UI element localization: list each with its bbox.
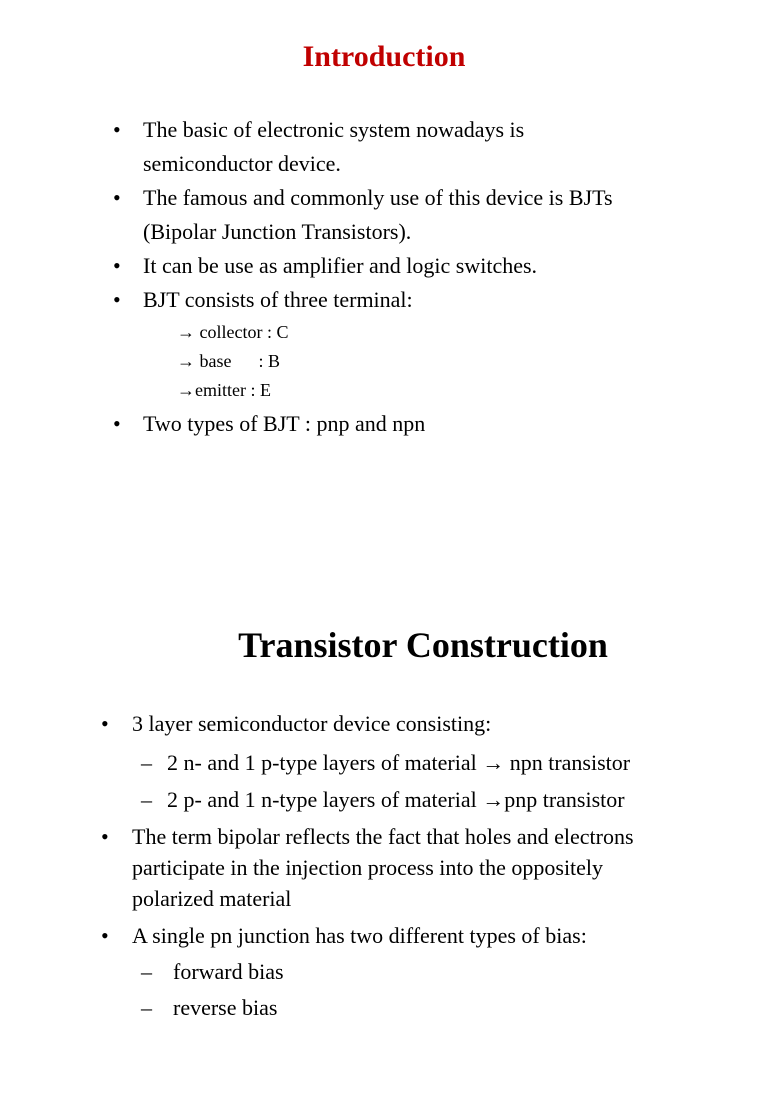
dash-marker: – bbox=[141, 787, 152, 812]
bullet-text: participate in the injection process into the oppositely bbox=[132, 855, 604, 880]
slide-introduction bbox=[0, 0, 768, 470]
sub-item bbox=[141, 992, 278, 1116]
bullet-text: The basic of electronic system nowadays is bbox=[143, 117, 525, 142]
bullet-text: The term bipolar reflects the fact that holes and electrons bbox=[132, 824, 634, 849]
bullet-text: semiconductor device. bbox=[143, 151, 341, 176]
sub-item-text: reverse bias bbox=[173, 995, 278, 1020]
bullet-dot: • bbox=[113, 253, 121, 278]
dash-marker: – bbox=[141, 995, 152, 1020]
slide-transistor-construction bbox=[0, 600, 768, 1024]
slide-title: Transistor Construction bbox=[238, 625, 608, 665]
terminal-emitter: →emitter : E bbox=[177, 380, 271, 400]
bullet-dot: • bbox=[101, 824, 109, 849]
slide-title: Introduction bbox=[302, 40, 466, 73]
sub-item-text: forward bias bbox=[173, 959, 284, 984]
terminal-base: → base : B bbox=[177, 351, 280, 371]
bullet-dot: • bbox=[101, 711, 109, 736]
bullet-text: BJT consists of three terminal: bbox=[143, 287, 413, 312]
bullet-text: A single pn junction has two different types of bias: bbox=[132, 923, 587, 948]
sub-item-text: 2 n- and 1 p-type layers of material → npn transistor bbox=[167, 750, 631, 775]
terminal-collector: → collector : C bbox=[177, 322, 289, 342]
dash-marker: – bbox=[141, 750, 152, 775]
bullet-text: (Bipolar Junction Transistors). bbox=[143, 219, 412, 244]
bullet-text: It can be use as amplifier and logic switches. bbox=[143, 253, 538, 278]
bullet-dot: • bbox=[113, 117, 121, 142]
bullet-text: 3 layer semiconductor device consisting: bbox=[132, 711, 492, 736]
bullet-dot: • bbox=[113, 185, 121, 210]
bullet-text: polarized material bbox=[132, 886, 292, 911]
dash-marker: – bbox=[141, 959, 152, 984]
sub-item-text: 2 p- and 1 n-type layers of material →pnp transistor bbox=[167, 787, 625, 812]
bullet-dot: • bbox=[113, 287, 121, 312]
bullet-dot: • bbox=[101, 923, 109, 948]
bullet-text: Two types of BJT : pnp and npn bbox=[143, 411, 426, 436]
bullet-dot: • bbox=[113, 411, 121, 436]
bullet-text: The famous and commonly use of this device is BJTs bbox=[143, 185, 613, 210]
